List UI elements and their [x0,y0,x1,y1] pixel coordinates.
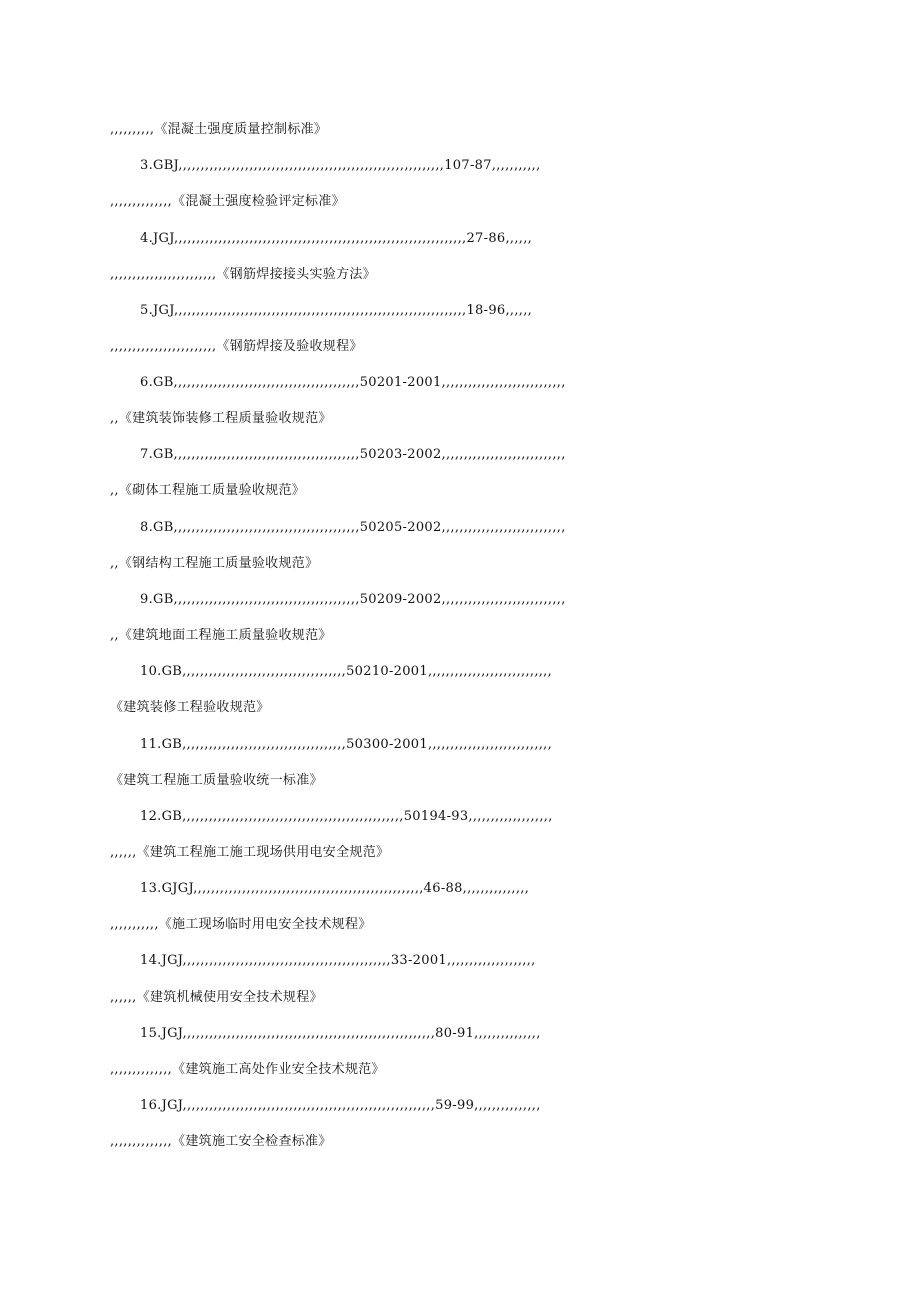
text-line: ,,,,,,《建筑机械使用安全技术规程》 [110,990,323,1005]
text-line: 11.GB,,,,,,,,,,,,,,,,,,,,,,,,,,,,,,,,,,,,,50300-2001,,,,,,,,,,,,,,,,,,,,,,,,,,,, [140,737,553,752]
text-line: ,,,,,,,,,,《混凝土强度质量控制标准》 [110,122,328,137]
text-line: ,,《建筑地面工程施工质量验收规范》 [110,628,332,643]
text-line: 16.JGJ,,,,,,,,,,,,,,,,,,,,,,,,,,,,,,,,,,,,,,,,,,,,,,,,,,,,,,,,,59-99,,,,,,,,,,,,,,, [140,1098,541,1113]
text-line: 《建筑装修工程验收规范》 [110,700,270,715]
text-line: ,,《建筑装饰装修工程质量验收规范》 [110,411,332,426]
text-line: ,,,,,,,,,,,,,,《建筑施工安全检查标准》 [110,1134,332,1149]
text-line: 13.GJGJ,,,,,,,,,,,,,,,,,,,,,,,,,,,,,,,,,,,,,,,,,,,,,,,,,,,,46-88,,,,,,,,,,,,,,, [140,881,530,896]
text-line: 6.GB,,,,,,,,,,,,,,,,,,,,,,,,,,,,,,,,,,,,,,,,,,50201-2001,,,,,,,,,,,,,,,,,,,,,,,,,,,, [140,375,566,390]
text-line: ,,,,,,,,,,,,,,,,,,,,,,,,《钢筋焊接接头实验方法》 [110,267,376,282]
text-line: 8.GB,,,,,,,,,,,,,,,,,,,,,,,,,,,,,,,,,,,,,,,,,,50205-2002,,,,,,,,,,,,,,,,,,,,,,,,,,,, [140,520,566,535]
text-line: 10.GB,,,,,,,,,,,,,,,,,,,,,,,,,,,,,,,,,,,,,50210-2001,,,,,,,,,,,,,,,,,,,,,,,,,,,, [140,664,553,679]
text-line: 3.GBJ,,,,,,,,,,,,,,,,,,,,,,,,,,,,,,,,,,,,,,,,,,,,,,,,,,,,,,,,,,,,107-87,,,,,,,,,,, [140,158,541,173]
text-line: 14.JGJ,,,,,,,,,,,,,,,,,,,,,,,,,,,,,,,,,,,,,,,,,,,,,,,33-2001,,,,,,,,,,,,,,,,,,,, [140,953,536,968]
text-line: 12.GB,,,,,,,,,,,,,,,,,,,,,,,,,,,,,,,,,,,,,,,,,,,,,,,,,,50194-93,,,,,,,,,,,,,,,,,,, [140,809,553,824]
text-line: 9.GB,,,,,,,,,,,,,,,,,,,,,,,,,,,,,,,,,,,,,,,,,,50209-2002,,,,,,,,,,,,,,,,,,,,,,,,,,,, [140,592,566,607]
text-line: ,,,,,,,,,,,《施工现场临时用电安全技术规程》 [110,917,372,932]
text-line: 15.JGJ,,,,,,,,,,,,,,,,,,,,,,,,,,,,,,,,,,,,,,,,,,,,,,,,,,,,,,,,,80-91,,,,,,,,,,,,,,, [140,1026,541,1041]
text-line: ,,,,,,,,,,,,,,《建筑施工高处作业安全技术规范》 [110,1062,385,1077]
text-line: 7.GB,,,,,,,,,,,,,,,,,,,,,,,,,,,,,,,,,,,,,,,,,,50203-2002,,,,,,,,,,,,,,,,,,,,,,,,,,,, [140,447,566,462]
text-line: ,,《钢结构工程施工质量验收规范》 [110,556,319,571]
text-line: 《建筑工程施工质量验收统一标准》 [110,773,323,788]
text-line: ,,,,,,,,,,,,,,,,,,,,,,,,《钢筋焊接及验收规程》 [110,339,363,354]
text-line: 4.JGJ,,,,,,,,,,,,,,,,,,,,,,,,,,,,,,,,,,,,,,,,,,,,,,,,,,,,,,,,,,,,,,,,,,27-86,,,,,, [140,231,533,246]
text-line: 5.JGJ,,,,,,,,,,,,,,,,,,,,,,,,,,,,,,,,,,,,,,,,,,,,,,,,,,,,,,,,,,,,,,,,,,18-96,,,,,, [140,303,533,318]
text-line: ,,,,,,《建筑工程施工施工现场供用电安全规范》 [110,845,390,860]
text-line: ,,《砌体工程施工质量验收规范》 [110,483,306,498]
text-line: ,,,,,,,,,,,,,,《混凝土强度检验评定标准》 [110,194,345,209]
